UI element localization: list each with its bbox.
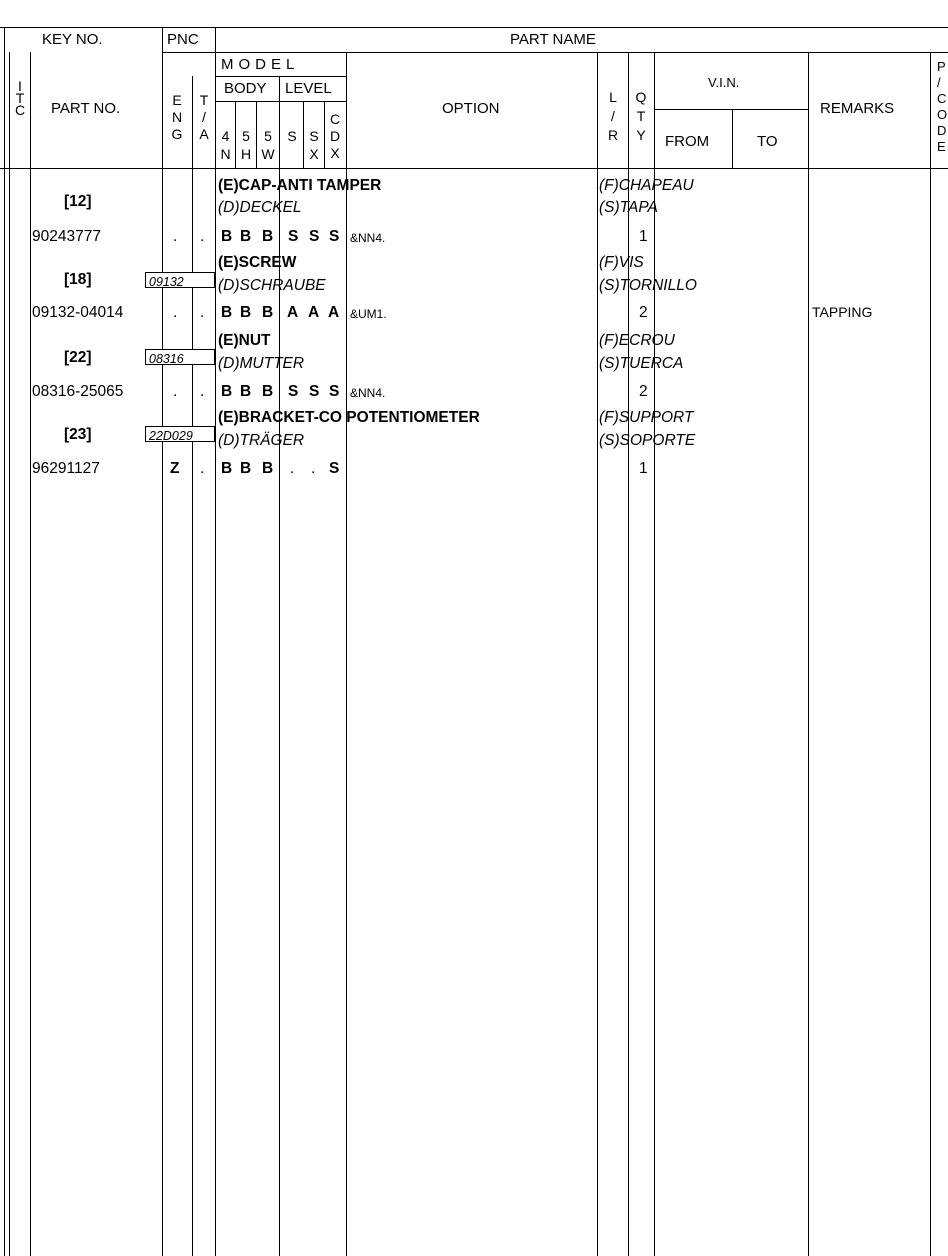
part-name-english: (E)BRACKET-CO POTENTIOMETER [218,409,480,426]
body-code-5h: B [240,304,252,321]
part-name-french: (F)CHAPEAU [599,177,694,194]
level-code-cdx: S [329,460,340,477]
body-col-5h: 5 H [240,128,252,162]
model-header: MODEL [221,56,300,73]
key-number: [23] [64,426,92,443]
level-code-s: . [290,460,295,477]
quantity: 1 [639,460,648,477]
body-code-4n: B [221,460,233,477]
quantity: 2 [639,383,648,400]
body-code-5w: B [262,228,274,245]
part-name-french: (F)VIS [599,254,644,271]
lr-header: L / R [607,89,619,143]
ta-header: T / A [199,92,209,142]
body-code-5w: B [262,304,274,321]
part-number: 90243777 [32,228,101,245]
part-name-french: (F)SUPPORT [599,409,694,426]
part-number: 96291127 [32,460,100,477]
itc-header: I T C [14,78,26,118]
level-code-sx: . [311,460,316,477]
level-code-cdx: S [329,228,340,245]
part-name-header: PART NAME [510,31,596,48]
quantity: 2 [639,304,648,321]
part-name-english: (E)NUT [218,332,271,349]
option-code: &UM1. [350,307,387,321]
body-code-4n: B [221,228,233,245]
part-name-spanish: (S)TUERCA [599,355,684,372]
remarks-text: TAPPING [812,304,873,320]
eng-code: . [173,383,178,400]
level-code-s: S [288,383,299,400]
key-no-header: KEY NO. [42,31,103,48]
level-code-sx: S [309,383,320,400]
part-name-spanish: (S)SOPORTE [599,432,696,449]
part-name-german: (D)DECKEL [218,199,302,216]
body-code-5w: B [262,460,274,477]
level-code-cdx: S [329,383,340,400]
part-number: 08316-25065 [32,383,124,400]
level-code-sx: A [308,304,320,321]
vin-header: V.I.N. [708,75,740,90]
level-code-s: S [288,228,299,245]
qty-header: Q T Y [635,89,647,143]
body-code-5w: B [262,383,274,400]
key-number: [12] [64,193,92,210]
key-number: [18] [64,271,92,288]
body-code-5h: B [240,460,252,477]
ta-code: . [200,304,205,321]
ta-code: . [200,228,205,245]
option-code: &NN4. [350,386,386,400]
body-header: BODY [224,80,267,97]
pnc-header: PNC [167,31,199,48]
part-no-header: PART NO. [51,100,121,117]
level-col-cdx: C D X [329,111,341,161]
body-col-5w: 5 W [261,128,275,162]
body-code-4n: B [221,304,233,321]
eng-code: . [173,304,178,321]
body-code-5h: B [240,228,252,245]
level-code-sx: S [309,228,320,245]
level-header: LEVEL [285,80,332,97]
option-header: OPTION [442,100,500,117]
eng-code: . [173,228,178,245]
vin-from-header: FROM [665,133,710,150]
level-code-s: A [287,304,299,321]
part-name-german: (D)TRÄGER [218,432,305,449]
part-name-spanish: (S)TORNILLO [599,277,697,294]
pnc-box: 08316 [145,349,215,365]
part-name-german: (D)MUTTER [218,355,305,372]
eng-header: E N G [171,92,183,142]
remarks-header: REMARKS [820,100,895,117]
part-name-english: (E)CAP-ANTI TAMPER [218,177,382,194]
part-name-spanish: (S)TAPA [599,199,658,216]
part-name-english: (E)SCREW [218,254,297,271]
eng-code: Z [170,460,180,477]
pnc-box: 09132 [145,272,215,288]
level-code-cdx: A [328,304,340,321]
option-code: &NN4. [350,231,386,245]
body-col-4n: 4 N [220,128,231,162]
pnc-box: 22D029 [145,426,215,442]
level-col-sx: S X [309,128,319,162]
ta-code: . [200,383,205,400]
pcode-header: P / C O D E [937,59,948,154]
body-code-4n: B [221,383,233,400]
quantity: 1 [639,228,648,245]
part-number: 09132-04014 [32,304,124,321]
body-code-5h: B [240,383,252,400]
part-name-german: (D)SCHRAUBE [218,277,326,294]
part-name-french: (F)ECROU [599,332,675,349]
vin-to-header: TO [757,133,778,150]
key-number: [22] [64,349,92,366]
ta-code: . [200,460,205,477]
level-col-s: S [287,128,297,144]
